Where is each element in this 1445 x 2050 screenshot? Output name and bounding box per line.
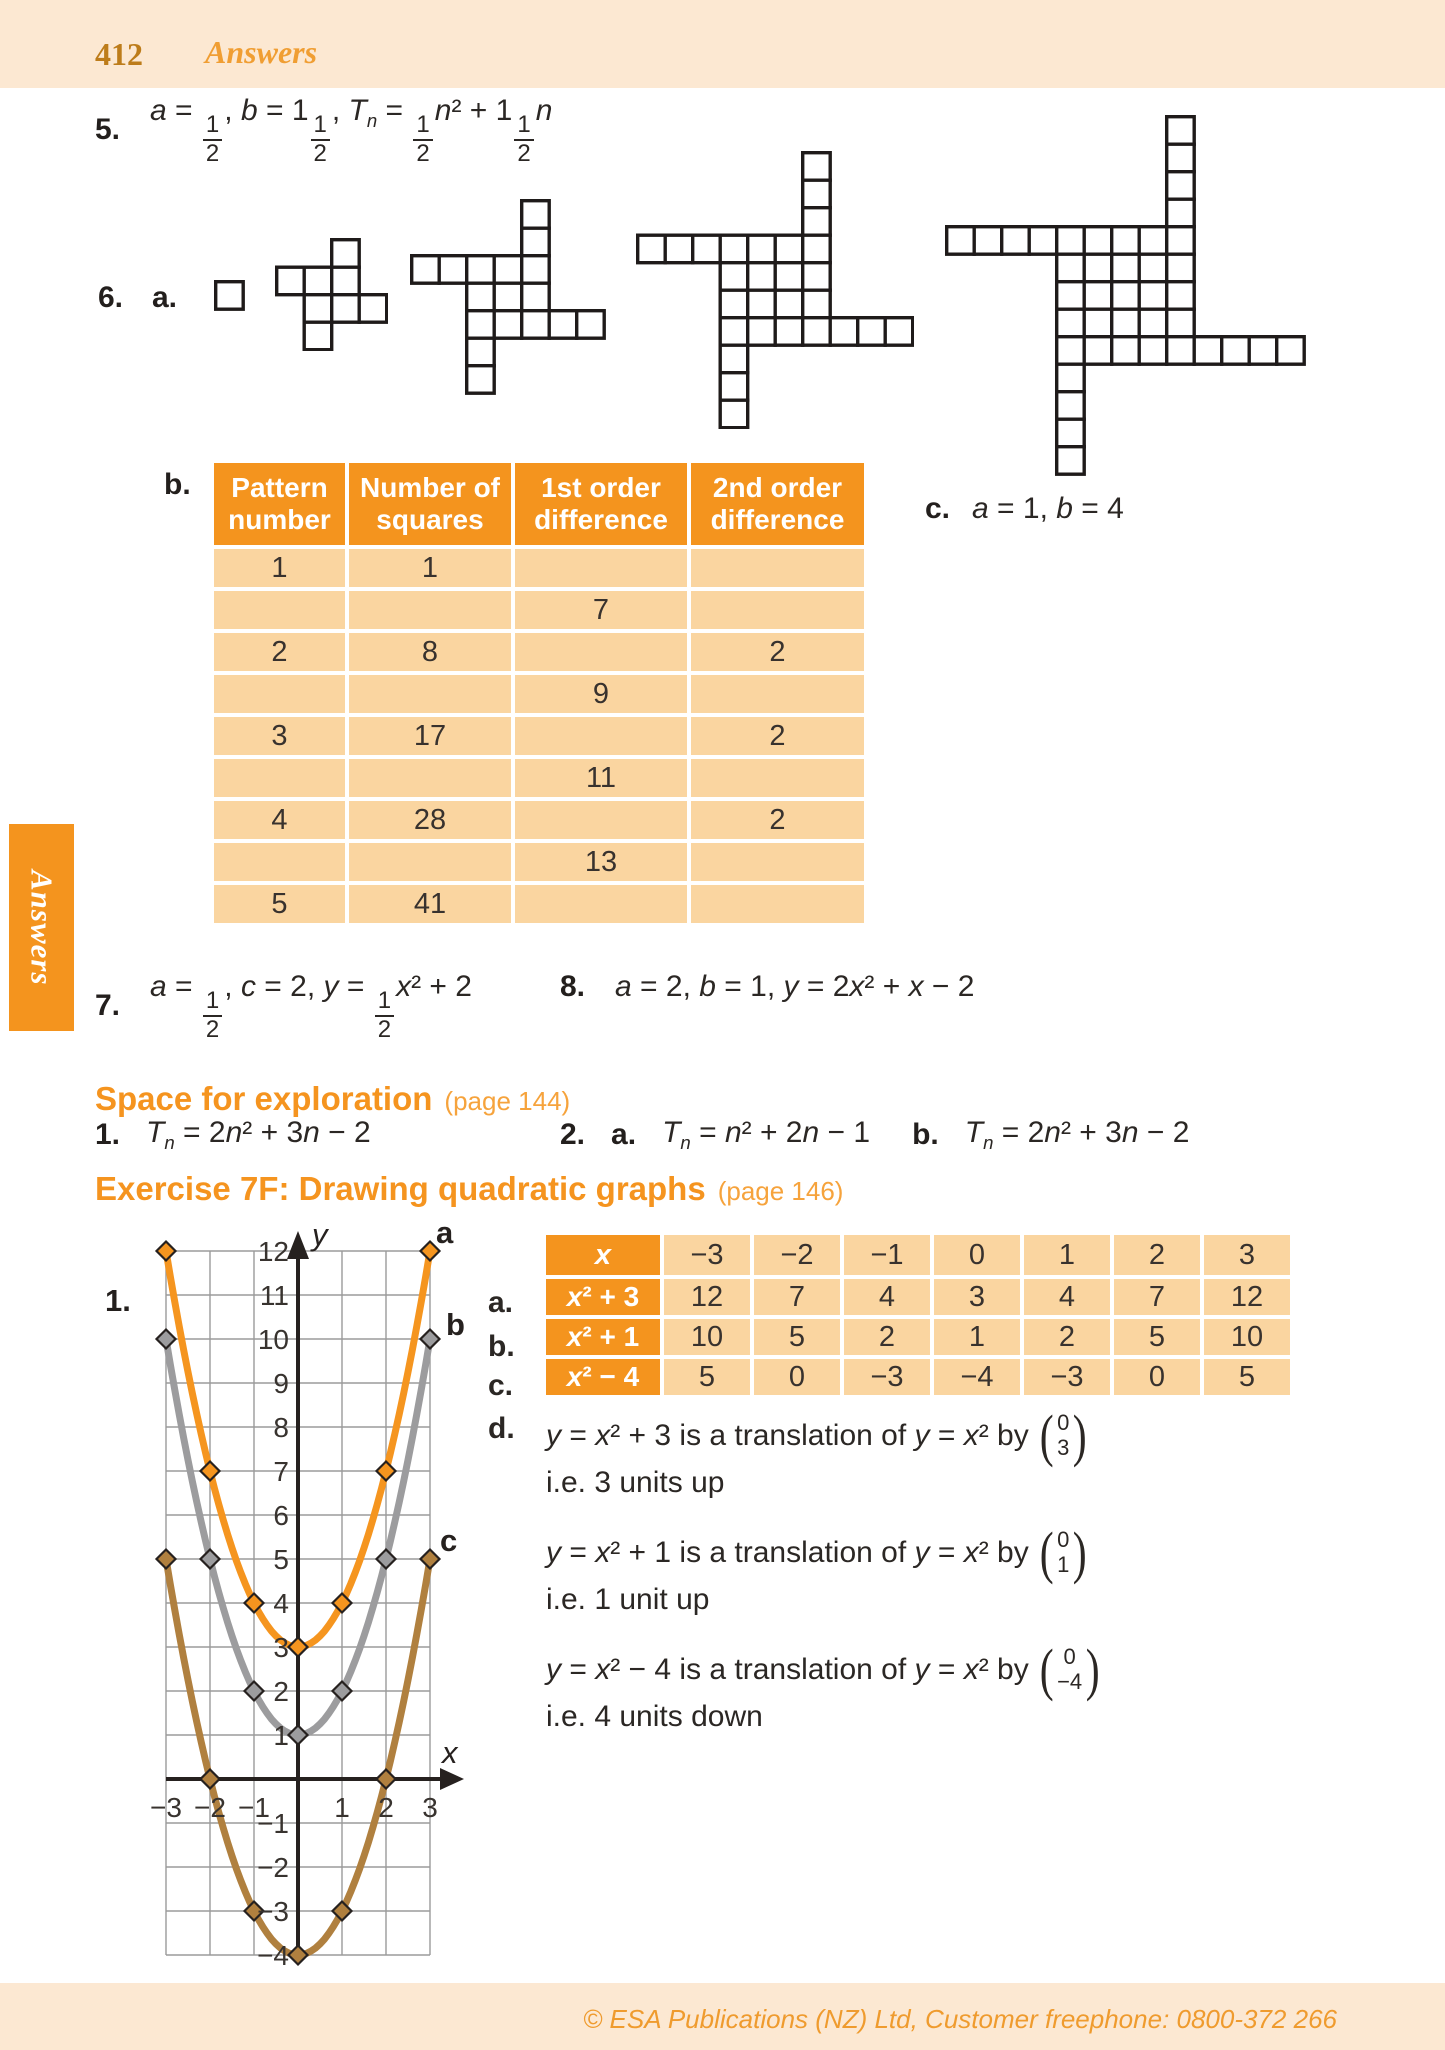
x-tick-label: 3 <box>422 1792 438 1823</box>
value-cell: 10 <box>1204 1319 1290 1355</box>
graph-item-number: 1. <box>105 1283 131 1318</box>
x-tick-label: −3 <box>150 1792 182 1823</box>
section-title: Space for exploration <box>95 1080 433 1117</box>
value-cell: 5 <box>754 1319 840 1355</box>
table-cell: 5 <box>214 885 345 923</box>
marker-b <box>289 1726 308 1745</box>
footer-copyright: © ESA Publications (NZ) Ltd, Customer freephone: 0800-372 266 <box>583 2004 1337 2034</box>
section-heading-space-exploration <box>95 1080 570 1118</box>
marker-a <box>377 1462 396 1481</box>
item-2a-label: a. <box>611 1118 637 1151</box>
table-cell <box>691 549 864 587</box>
pattern-5-svg <box>945 115 1306 476</box>
table-cell <box>515 549 687 587</box>
y-tick-label: −2 <box>257 1852 289 1883</box>
expression-cell: x ² + 1 <box>546 1319 660 1355</box>
x-tick-label: −2 <box>194 1792 226 1823</box>
table-cell <box>691 759 864 797</box>
item-6a-label: a. <box>152 281 178 314</box>
y-tick-label: 8 <box>273 1412 289 1443</box>
item-2b-label: b. <box>912 1118 939 1151</box>
table-cell: 28 <box>349 801 511 839</box>
value-cell: 10 <box>664 1319 750 1355</box>
answer-item-6c <box>925 492 1124 526</box>
x-axis-arrow <box>440 1768 464 1790</box>
y-tick-label: 5 <box>273 1544 289 1575</box>
marker-a <box>201 1462 220 1481</box>
item-number: 1. <box>95 1118 121 1151</box>
value-cell: 4 <box>844 1279 930 1315</box>
item-6c-label: c. <box>925 492 951 525</box>
marker-c <box>421 1550 440 1569</box>
table-cell <box>349 843 511 881</box>
item-number: 8. <box>560 970 586 1003</box>
y-tick-label: −3 <box>257 1896 289 1927</box>
y-tick-label: 9 <box>273 1368 289 1399</box>
translation-note: i.e. 3 units up <box>546 1466 725 1499</box>
table-row-label-a: a. <box>488 1286 514 1319</box>
column-vector: ( 0 3 ) <box>1039 1402 1087 1468</box>
table-cell: 2 <box>214 633 345 671</box>
marker-b <box>421 1330 440 1349</box>
differences-table <box>214 463 864 923</box>
table-cell: 2 <box>691 801 864 839</box>
column-header: 2nd order difference <box>691 463 864 545</box>
table-row-label-c: c. <box>488 1369 514 1402</box>
page-section-title: Answers <box>205 34 318 70</box>
item-number-6: 6. <box>98 281 124 314</box>
y-tick-label: 2 <box>273 1676 289 1707</box>
curve-label-c: c <box>440 1523 458 1558</box>
section-page-ref: (page 146) <box>717 1176 844 1206</box>
table-cell: 8 <box>349 633 511 671</box>
column-vector: ( 0 −4 ) <box>1039 1636 1100 1702</box>
pattern-4-svg <box>636 151 914 429</box>
y-tick-label: −1 <box>257 1808 289 1839</box>
expression-cell: x ² − 4 <box>546 1359 660 1395</box>
value-cell: 7 <box>1114 1279 1200 1315</box>
value-cell: 0 <box>1114 1359 1200 1395</box>
y-tick-label: 12 <box>257 1236 289 1267</box>
item-6b-label: b. <box>164 468 191 501</box>
page-number: 412 <box>95 36 143 72</box>
table-cell: 7 <box>515 591 687 629</box>
value-cell: 1 <box>934 1319 1020 1355</box>
table-row-label-d: d. <box>488 1412 515 1445</box>
marker-c <box>201 1770 220 1789</box>
y-tick-label: 6 <box>273 1500 289 1531</box>
column-vector: ( 0 1 ) <box>1039 1519 1087 1585</box>
values-table <box>546 1235 1290 1395</box>
table-cell <box>515 633 687 671</box>
value-cell: 5 <box>664 1359 750 1395</box>
formula-5: a = $\frac{1}{2}$ , b = 1 $\frac{1}{2}$ , $T_n$ = $\frac{1}{2}$ n² + 1 $\frac{1}{2}$ n <box>150 94 553 167</box>
formula-space-2b: $T_n = 2n^2 + 3n - 2$ <box>964 1116 1190 1153</box>
x-value-cell: 3 <box>1204 1235 1290 1275</box>
x-value-cell: −2 <box>754 1235 840 1275</box>
marker-a <box>157 1242 176 1261</box>
table-cell <box>349 591 511 629</box>
translation-note: i.e. 1 unit up <box>546 1583 710 1616</box>
section-heading-exercise-7f <box>95 1170 843 1208</box>
answers-side-tab <box>9 824 74 1031</box>
pattern-2-svg <box>275 238 388 351</box>
y-tick-label: −4 <box>257 1940 289 1971</box>
space-item-2 <box>560 1116 1189 1154</box>
y-tick-label: 3 <box>273 1632 289 1663</box>
square-pattern-diagram-2 <box>275 238 388 356</box>
x-tick-label: −1 <box>238 1792 270 1823</box>
x-header-cell: x <box>546 1235 660 1275</box>
y-tick-label: 7 <box>273 1456 289 1487</box>
table-cell: 11 <box>515 759 687 797</box>
item-number: 5. <box>95 113 121 147</box>
value-cell: −4 <box>934 1359 1020 1395</box>
pattern-3-svg <box>410 199 606 395</box>
y-tick-label: 4 <box>273 1588 289 1619</box>
value-cell: 12 <box>1204 1279 1290 1315</box>
side-tab-label: Answers <box>24 869 60 986</box>
table-cell <box>214 591 345 629</box>
y-axis-label: y <box>312 1217 328 1252</box>
formula-6c: a = 1, b = 4 <box>972 492 1124 525</box>
curve-label-b: b <box>446 1307 465 1342</box>
value-cell: 3 <box>934 1279 1020 1315</box>
table-cell <box>214 843 345 881</box>
formula-8: a = 2, b = 1, y = 2x² + x − 2 <box>615 970 975 1003</box>
table-cell: 1 <box>349 549 511 587</box>
pattern-1-svg <box>214 280 245 311</box>
value-cell: 5 <box>1204 1359 1290 1395</box>
value-cell: 12 <box>664 1279 750 1315</box>
table-cell: 1 <box>214 549 345 587</box>
marker-b <box>201 1550 220 1569</box>
quadratic-graphs-plot <box>140 1215 485 2015</box>
value-cell: 2 <box>1024 1319 1110 1355</box>
marker-c <box>377 1770 396 1789</box>
marker-c <box>157 1550 176 1569</box>
translation-statement: y = x² + 1 is a translation of y = x² by ( 0 1 ) <box>546 1523 1336 1583</box>
table-cell <box>515 801 687 839</box>
square-pattern-diagram-1 <box>214 280 245 316</box>
table-cell <box>515 885 687 923</box>
value-cell: 2 <box>844 1319 930 1355</box>
formula-space-1: $T_n = 2n^2 + 3n - 2$ <box>146 1116 371 1153</box>
answer-item-7 <box>95 970 472 1042</box>
table-cell: 41 <box>349 885 511 923</box>
table-cell: 2 <box>691 633 864 671</box>
marker-b <box>377 1550 396 1569</box>
table-cell <box>214 759 345 797</box>
value-cell: −3 <box>1024 1359 1110 1395</box>
table-row-label-b: b. <box>488 1330 515 1363</box>
section-page-ref: (page 144) <box>444 1086 571 1116</box>
table-cell: 13 <box>515 843 687 881</box>
table-cell <box>691 843 864 881</box>
answer-item-5 <box>95 94 552 166</box>
formula-7: a = $\frac{1}{2}$ , c = 2, y = $\frac{1}{2}$ x² + 2 <box>150 970 472 1043</box>
table-cell: 9 <box>515 675 687 713</box>
table-cell <box>515 717 687 755</box>
x-tick-label: 2 <box>378 1792 394 1823</box>
square-pattern-diagram-5 <box>945 115 1306 481</box>
y-tick-label: 10 <box>257 1324 289 1355</box>
x-value-cell: 0 <box>934 1235 1020 1275</box>
column-header: Number of squares <box>349 463 511 545</box>
table-cell: 17 <box>349 717 511 755</box>
x-value-cell: −1 <box>844 1235 930 1275</box>
item-number: 2. <box>560 1118 586 1151</box>
square-pattern-diagram-3 <box>410 199 606 400</box>
value-cell: 4 <box>1024 1279 1110 1315</box>
table-cell <box>691 885 864 923</box>
table-cell <box>691 675 864 713</box>
marker-b <box>157 1330 176 1349</box>
formula-space-2a: $T_n = n^2 + 2n - 1$ <box>662 1116 871 1153</box>
translation-note: i.e. 4 units down <box>546 1700 763 1733</box>
marker-a <box>289 1638 308 1657</box>
table-cell: 2 <box>691 717 864 755</box>
x-value-cell: −3 <box>664 1235 750 1275</box>
square-pattern-diagram-4 <box>636 151 914 434</box>
x-value-cell: 2 <box>1114 1235 1200 1275</box>
marker-c <box>289 1946 308 1965</box>
table-cell <box>214 675 345 713</box>
item-number: 7. <box>95 989 121 1023</box>
value-cell: 5 <box>1114 1319 1200 1355</box>
translation-statement: y = x² + 3 is a translation of y = x² by ( 0 3 ) <box>546 1406 1336 1466</box>
expression-cell: x ² + 3 <box>546 1279 660 1315</box>
table-cell: 4 <box>214 801 345 839</box>
x-tick-label: 1 <box>334 1792 350 1823</box>
translation-statement: y = x² − 4 is a translation of y = x² by ( 0 −4 ) <box>546 1640 1336 1700</box>
table-cell: 3 <box>214 717 345 755</box>
y-axis-arrow <box>287 1231 309 1259</box>
value-cell: 0 <box>754 1359 840 1395</box>
answer-item-8 <box>560 970 974 1004</box>
table-cell <box>691 591 864 629</box>
translation-explanations <box>546 1402 1336 1757</box>
section-title: Exercise 7F: Drawing quadratic graphs <box>95 1170 706 1207</box>
value-cell: 7 <box>754 1279 840 1315</box>
x-axis-label: x <box>442 1735 458 1770</box>
y-tick-label: 11 <box>259 1280 289 1311</box>
table-cell <box>349 759 511 797</box>
value-cell: −3 <box>844 1359 930 1395</box>
column-header: 1st order difference <box>515 463 687 545</box>
space-item-1 <box>95 1116 371 1154</box>
x-value-cell: 1 <box>1024 1235 1110 1275</box>
column-header: Pattern number <box>214 463 345 545</box>
curve-label-a: a <box>436 1215 454 1250</box>
table-cell <box>349 675 511 713</box>
y-tick-label: 1 <box>273 1720 289 1751</box>
